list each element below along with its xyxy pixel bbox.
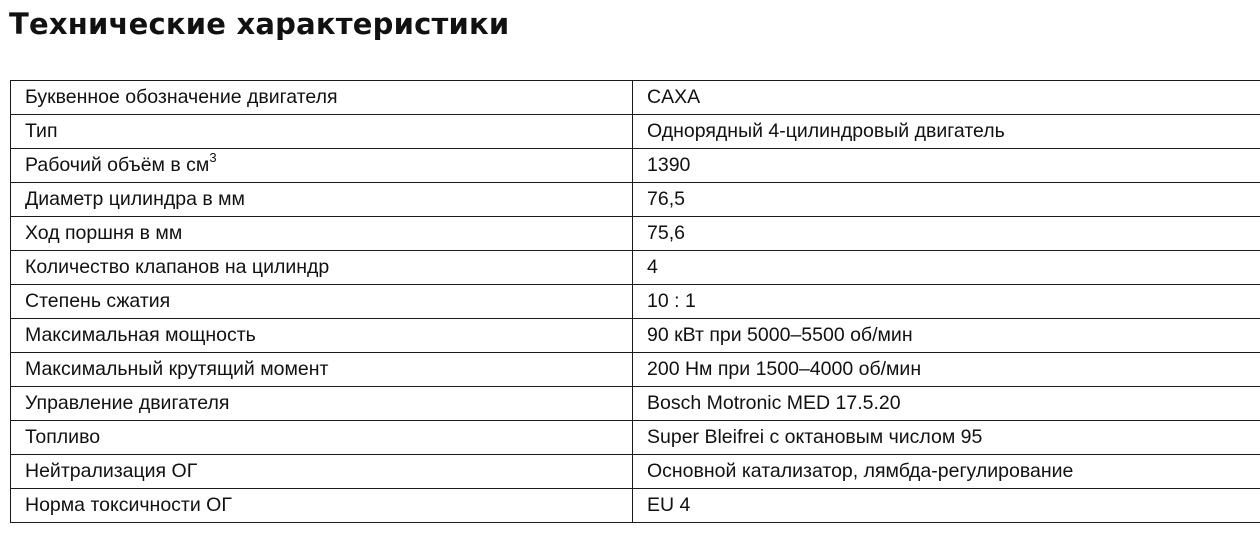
table-row bbox=[11, 251, 1260, 285]
page-title: Технические характеристики bbox=[9, 7, 510, 41]
table-row bbox=[11, 489, 1260, 523]
superscript: 3 bbox=[209, 150, 217, 165]
value-fuel: Super Bleifrei с октановым числом 95 bbox=[633, 421, 1260, 455]
value-engine-management: Bosch Motronic MED 17.5.20 bbox=[633, 387, 1260, 421]
value-max-torque: 200 Нм при 1500–4000 об/мин bbox=[633, 353, 1260, 387]
table-row bbox=[11, 183, 1260, 217]
table-row bbox=[11, 421, 1260, 455]
value-exhaust-treatment: Основной катализатор, лямбда-регулирование bbox=[633, 455, 1260, 489]
param-exhaust-treatment: Нейтрализация ОГ bbox=[11, 455, 633, 489]
table-row bbox=[11, 319, 1260, 353]
value-engine-code: CAXA bbox=[633, 81, 1260, 115]
table-row bbox=[11, 149, 1260, 183]
value-compression: 10 : 1 bbox=[633, 285, 1260, 319]
param-compression: Степень сжатия bbox=[11, 285, 633, 319]
value-max-power: 90 кВт при 5000–5500 об/мин bbox=[633, 319, 1260, 353]
param-bore: Диаметр цилиндра в мм bbox=[11, 183, 633, 217]
param-displacement bbox=[11, 149, 633, 183]
param-valves: Количество клапанов на цилиндр bbox=[11, 251, 633, 285]
param-type: Тип bbox=[11, 115, 633, 149]
value-type: Однорядный 4-цилиндровый двигатель bbox=[633, 115, 1260, 149]
value-displacement: 1390 bbox=[633, 149, 1260, 183]
param-max-power: Максимальная мощность bbox=[11, 319, 633, 353]
value-valves: 4 bbox=[633, 251, 1260, 285]
value-emission-standard: EU 4 bbox=[633, 489, 1260, 523]
param-stroke: Ход поршня в мм bbox=[11, 217, 633, 251]
param-engine-management: Управление двигателя bbox=[11, 387, 633, 421]
table-row bbox=[11, 115, 1260, 149]
param-fuel: Топливо bbox=[11, 421, 633, 455]
table-row bbox=[11, 81, 1260, 115]
specifications-table bbox=[10, 80, 1260, 523]
param-engine-code: Буквенное обозначение двигателя bbox=[11, 81, 633, 115]
table-row bbox=[11, 387, 1260, 421]
value-bore: 76,5 bbox=[633, 183, 1260, 217]
param-max-torque: Максимальный крутящий момент bbox=[11, 353, 633, 387]
table-row bbox=[11, 455, 1260, 489]
param-displacement-label: Рабочий объём в см bbox=[25, 154, 210, 176]
table-row bbox=[11, 285, 1260, 319]
table-row bbox=[11, 353, 1260, 387]
param-emission-standard: Норма токсичности ОГ bbox=[11, 489, 633, 523]
table-row bbox=[11, 217, 1260, 251]
value-stroke: 75,6 bbox=[633, 217, 1260, 251]
